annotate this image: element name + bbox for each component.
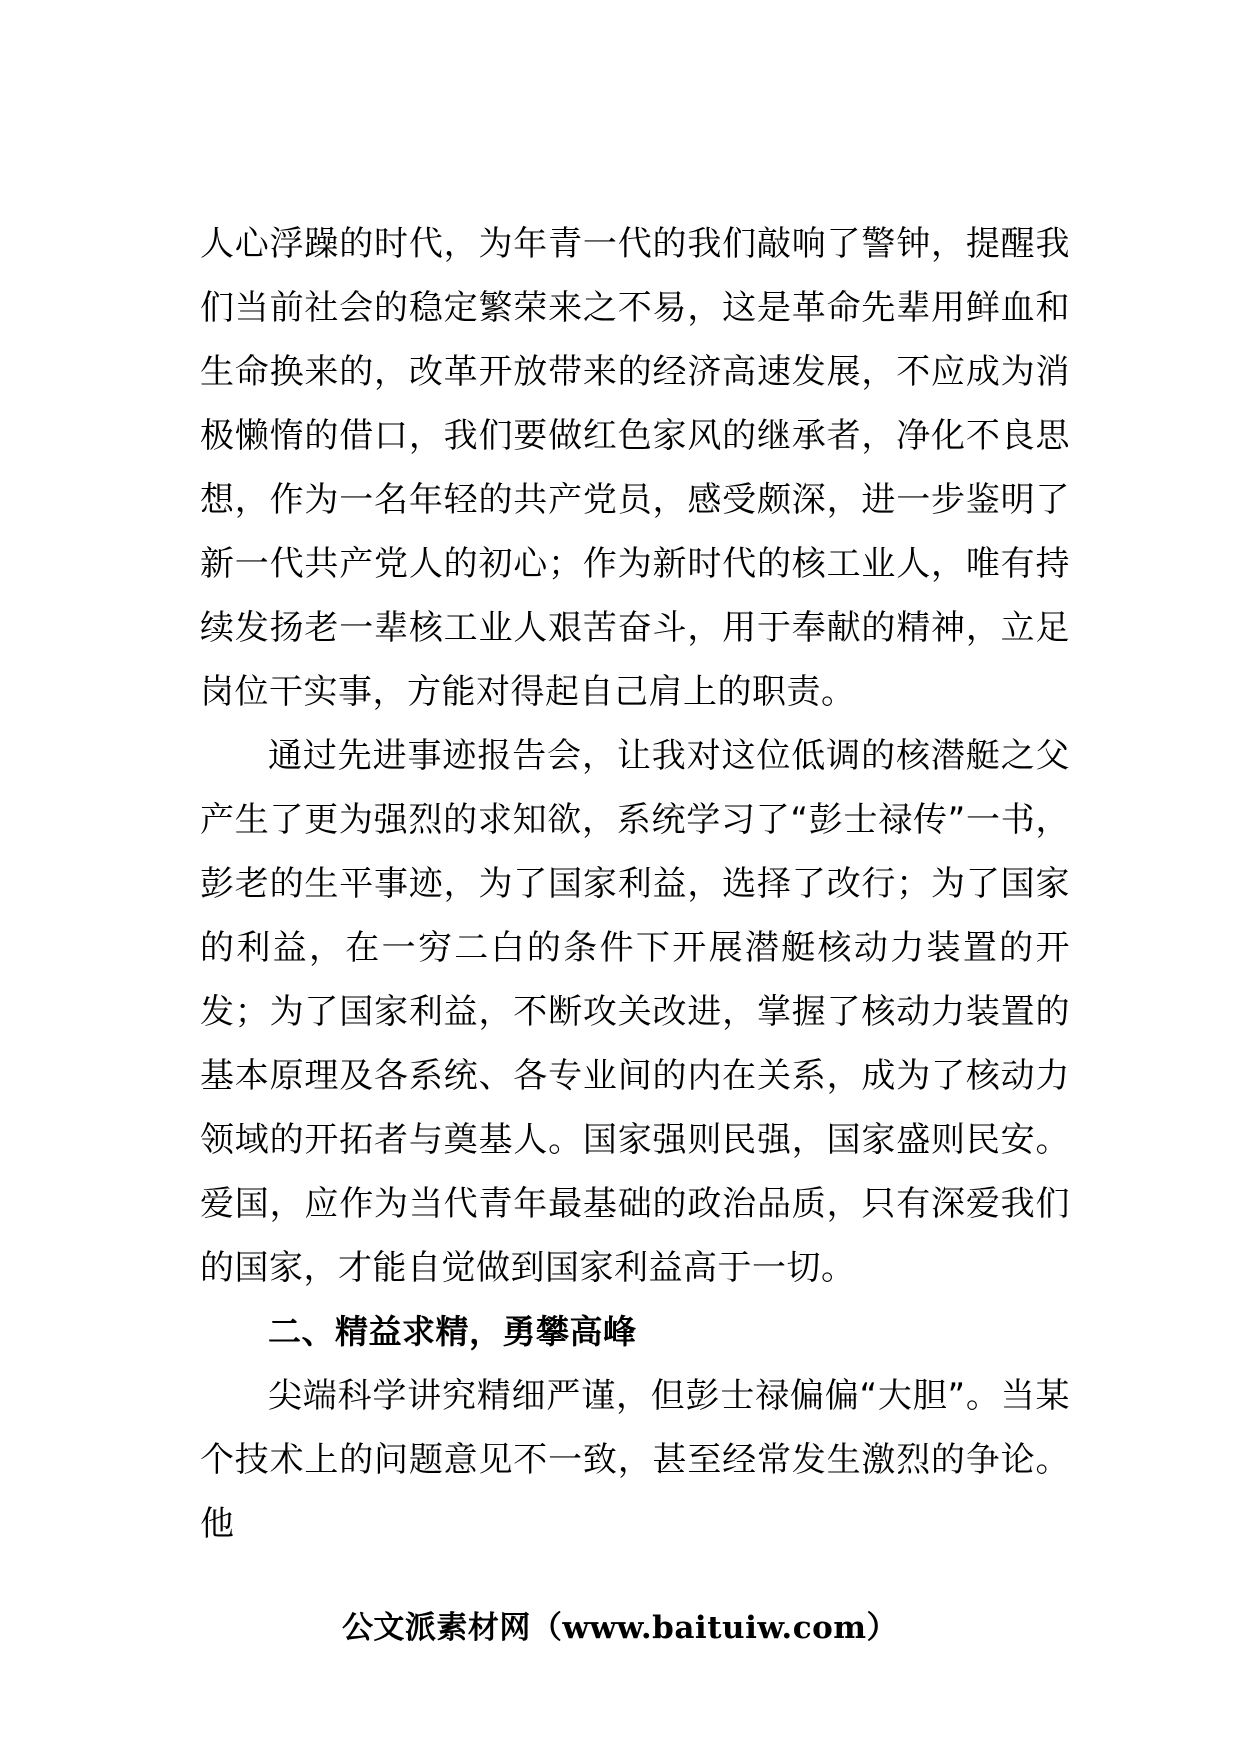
paragraph-3: 尖端科学讲究精细严谨，但彭士禄偏偏“大胆”。当某个技术上的问题意见不一致，甚至经常发生激烈的争论。他	[200, 1376, 1070, 1544]
footer-watermark: 公文派素材网（www.baituiw.com）	[341, 1610, 899, 1646]
paragraph-2: 通过先进事迹报告会，让我对这位低调的核潜艇之父产生了更为强烈的求知欲，系统学习了“彭士禄传”一书，彭老的生平事迹，为了国家利益，选择了改行；为了国家的利益，在一穷二白的条件下开展潜艇核动力装置的开发；为了国家利益，不断攻关改进，掌握了核动力装置的基本原理及各系统、各专业间的内在关系，成为了核动力领域的开拓者与奠基人。国家强则民强，国家盛则民安。爱国，应作为当代青年最基础的政治品质，只有深爱我们的国家，才能自觉做到国家利益高于一切。	[200, 736, 1070, 1288]
document-body	[200, 212, 1070, 1556]
section-heading: 二、精益求精，勇攀高峰	[268, 1312, 637, 1351]
paragraph-1: 人心浮躁的时代，为年青一代的我们敲响了警钟，提醒我们当前社会的稳定繁荣来之不易，这是革命先辈用鲜血和生命换来的，改革开放带来的经济高速发展，不应成为消极懒惰的借口，我们要做红色家风的继承者，净化不良思想，作为一名年轻的共产党员，感受颇深，进一步鉴明了新一代共产党人的初心；作为新时代的核工业人，唯有持续发扬老一辈核工业人艰苦奋斗，用于奉献的精神，立足岗位干实事，方能对得起自己肩上的职责。	[200, 224, 1070, 712]
